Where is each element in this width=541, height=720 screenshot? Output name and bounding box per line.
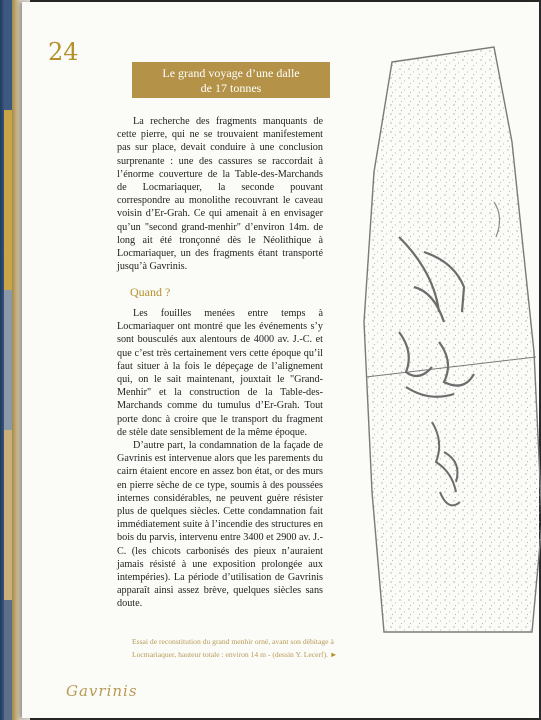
intro-paragraph [117,115,323,273]
page-number: 24 [48,38,79,66]
edge-strip [4,110,12,290]
paragraph-text: D’autre part, la condamnation de la façade de Gavrinis est intervenue alors que les parements du cairn étaient encore en assez bon état, or des murs en pierre sèche de ce type, soumis à des poussées internes considérables, ne peuvent guère résister plus de quelques siècles. Cette condamnation fait immédiatement suite à l’incendie des structures en bois du parvis, intervenu entre 3400 et 2900 av. J.-C. (les chicots carbonisés des pieux n’auraient jamais résisté à une exposition prolongée aux intempéries). La période d’utilisation de Gavrinis apparaît ainsi assez brève, quelques siècles sans doute. [117,440,323,610]
menhir-outline [364,47,541,632]
article-title-box [132,62,330,98]
edge-strip [4,0,12,110]
section-heading: Quand ? [130,285,171,299]
edge-strip [4,290,12,430]
caption-text: Essai de reconstitution du grand menhir orné, avant son débitage à Locmariaquer, hauteur totale : environ 14 m - (dessin Y. Lecerf). [132,637,334,659]
caption-arrow-icon: ► [329,650,338,659]
figure-caption [132,635,362,661]
article-title-line: Le grand voyage d’une dalle [162,66,300,80]
paragraph-text: La recherche des fragments manquants de cette pierre, qui ne se trouvaient manifestement pas sur place, devait conduire à une conclusion surprenante : une des cassures se raccordait à l’énorme couverture de la Table-des-Marchands de Locmariaquer, la seconde pouvant correspondre au monolithe recouvrant le caveau voisin d’Er-Grah. Ce qui amenait à en envisager qu’un "second grand-menhir" d’environ 14m. de long ait été tronçonné dès le Néolithique à Locmariaquer, un des fragments étant transporté jusqu’à Gavrinis. [117,116,323,273]
menhir-drawing [344,22,541,652]
section-body [117,307,323,611]
footer-logo: Gavrinis [66,682,138,700]
article-title-line: de 17 tonnes [200,81,262,95]
edge-strip [4,600,12,720]
edge-strip [4,430,12,600]
paragraph-text: Les fouilles menées entre temps à Locmariaquer ont montré que les événements s’y sont bousculés aux alentours de 4000 av. J.-C. et que c’est très certainement vers cette époque qu’il faut situer à la fois le dépeçage de l’alignement qui, on le sait maintenant, jouxtait le "Grand-Menhir" et la construction de la Table-des-Marchands comme du tumulus d’Er-Grah. Tout porte donc à croire que le transport du fragment de stèle date sensiblement de la même époque. [117,308,323,438]
page [22,2,539,718]
